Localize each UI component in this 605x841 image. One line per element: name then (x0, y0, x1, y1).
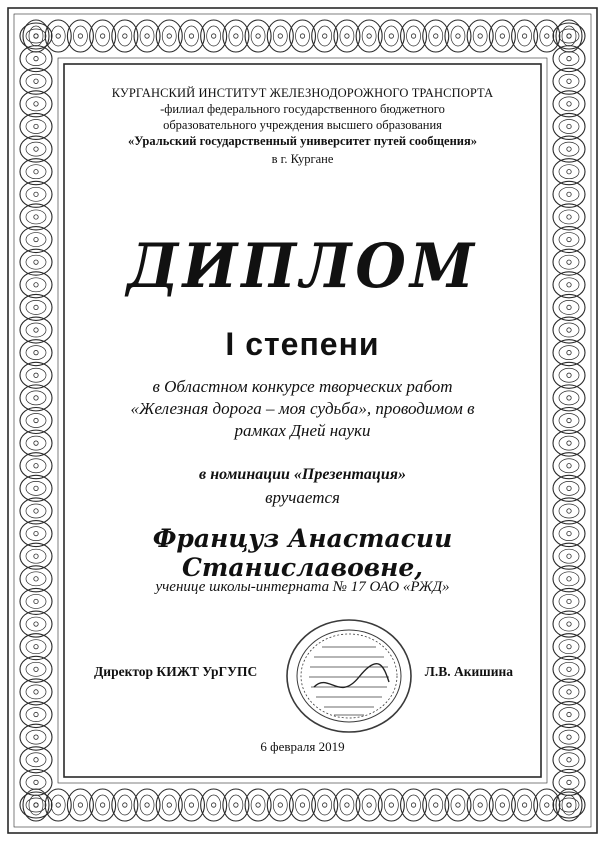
official-seal (284, 617, 414, 735)
recipient-school: ученице школы-интерната № 17 ОАО «РЖД» (155, 579, 450, 595)
degree-level: I степени (225, 326, 380, 362)
signature-position: Директор КИЖТ УрГУПС (94, 664, 258, 679)
contest-line-1: в Областном конкурсе творческих работ (152, 377, 453, 396)
diploma-content (72, 72, 533, 769)
institute-subtitle-2: образовательного учреждения высшего образования (163, 118, 442, 132)
city: в г. Кургане (271, 152, 334, 166)
diploma-title: ДИПЛОМ (126, 230, 479, 302)
institute-name: КУРГАНСКИЙ ИНСТИТУТ ЖЕЛЕЗНОДОРОЖНОГО ТРАНСПОРТА (111, 86, 494, 100)
issue-date: 6 февраля 2019 (260, 739, 345, 754)
contest-line-2: «Железная дорога – моя судьба», проводимом в (130, 399, 475, 418)
university-name: «Уральский государственный университет путей сообщения» (128, 134, 477, 148)
recipient-name: Француз Анастасии Станиславовне, (152, 524, 453, 582)
awarded-label: вручается (265, 488, 340, 507)
signature-name: Л.В. Акишина (424, 664, 513, 679)
contest-line-3: рамках Дней науки (234, 421, 371, 440)
institute-subtitle-1: -филиал федерального государственного бюджетного (160, 102, 445, 116)
nomination: в номинации «Презентация» (199, 466, 406, 483)
